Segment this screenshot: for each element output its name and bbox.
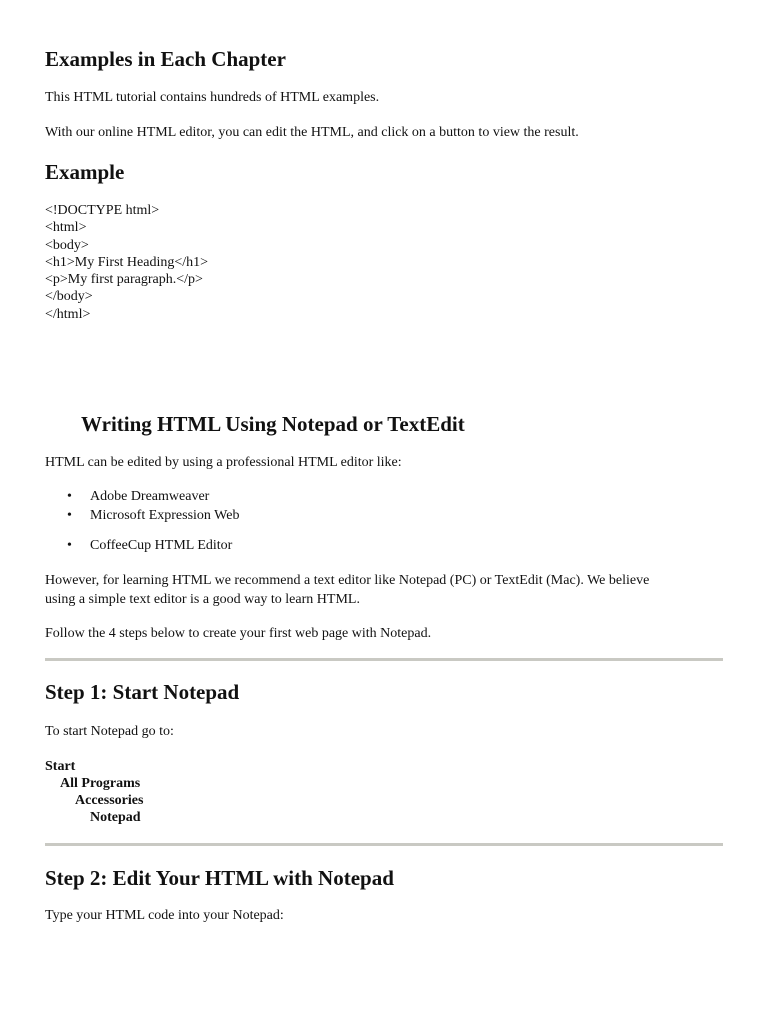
code-line: </html>	[45, 306, 91, 322]
code-example	[45, 202, 208, 323]
list-item-label: Adobe Dreamweaver	[90, 489, 210, 504]
menu-path-start: Start	[45, 759, 76, 774]
code-line: <!DOCTYPE html>	[45, 203, 160, 218]
section-divider	[45, 843, 723, 846]
step1-heading: Step 1: Start Notepad	[45, 680, 240, 704]
menu-path-accessories: Accessories	[75, 793, 144, 808]
paragraph-examples-intro: This HTML tutorial contains hundreds of HTML examples.	[45, 90, 380, 105]
code-line: <p>My first paragraph.</p>	[45, 272, 203, 288]
code-line: <html>	[45, 220, 87, 236]
paragraph-online-editor: With our online HTML editor, you can edit the HTML, and click on a button to view the result.	[45, 125, 579, 140]
menu-path-all-programs: All Programs	[60, 776, 141, 791]
bullet-icon: •	[67, 489, 72, 504]
step1-intro: To start Notepad go to:	[45, 724, 174, 739]
bullet-icon: •	[67, 508, 72, 523]
step2-heading: Step 2: Edit Your HTML with Notepad	[45, 866, 394, 890]
example-heading: Example	[45, 160, 125, 184]
paragraph-recommend-cont: using a simple text editor is a good way to learn HTML.	[45, 592, 360, 607]
list-item-label: Microsoft Expression Web	[90, 508, 240, 523]
list-item-label: CoffeeCup HTML Editor	[90, 538, 233, 553]
code-line: </body>	[45, 289, 93, 305]
bullet-icon: •	[67, 538, 72, 553]
section-heading-notepad: Writing HTML Using Notepad or TextEdit	[81, 412, 465, 436]
section-heading-examples: Examples in Each Chapter	[45, 47, 286, 71]
code-line: <h1>My First Heading</h1>	[45, 254, 209, 270]
paragraph-editors-intro: HTML can be edited by using a professional HTML editor like:	[45, 455, 402, 470]
section-divider	[45, 658, 723, 661]
paragraph-four-steps: Follow the 4 steps below to create your first web page with Notepad.	[45, 626, 432, 641]
step2-intro: Type your HTML code into your Notepad:	[45, 908, 284, 923]
code-line: <body>	[45, 237, 89, 253]
paragraph-recommend: However, for learning HTML we recommend a text editor like Notepad (PC) or TextEdit (Mac). We believe	[45, 573, 650, 588]
menu-path-notepad: Notepad	[90, 810, 141, 825]
